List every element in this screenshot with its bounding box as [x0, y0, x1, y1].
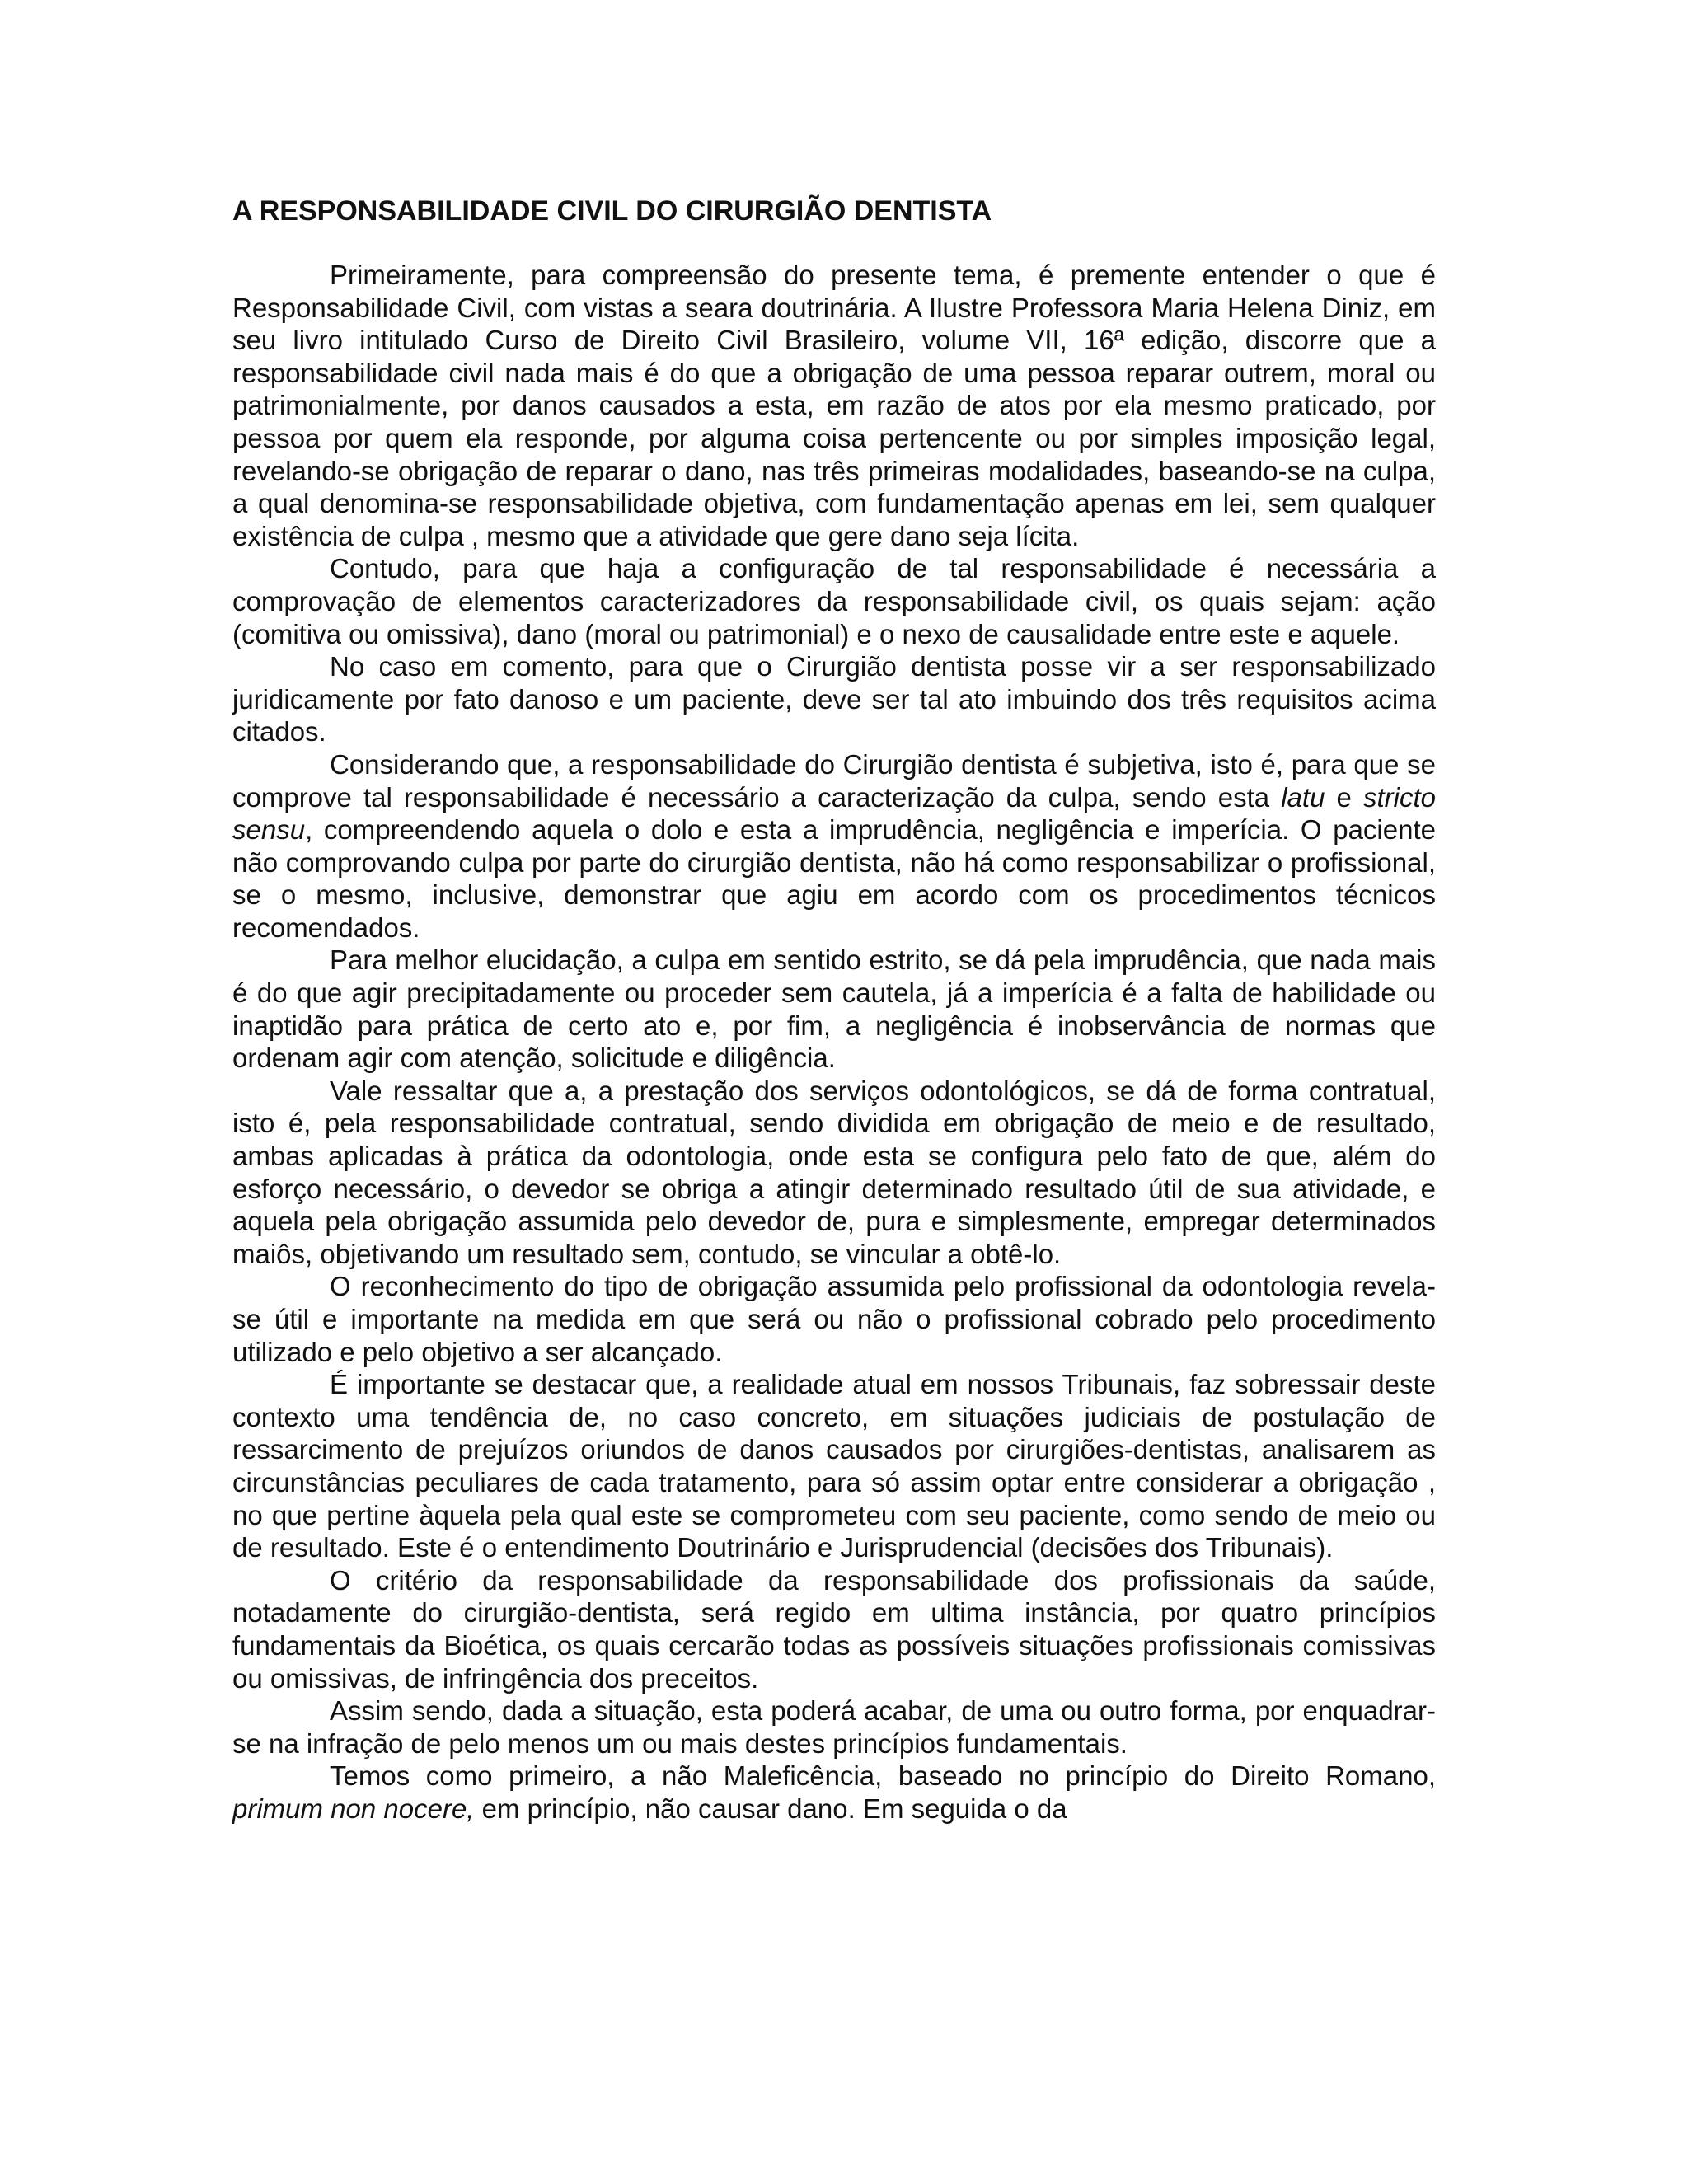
paragraph	[232, 1368, 1436, 1564]
italic-term: stricto sensu	[232, 781, 1436, 846]
paragraph	[232, 1075, 1436, 1271]
paragraph-text: em princípio, não causar dano. Em seguida o da	[474, 1793, 1067, 1824]
paragraph	[232, 944, 1436, 1074]
italic-term: primum non nocere,	[232, 1793, 475, 1824]
italic-term: latu	[1281, 781, 1325, 813]
paragraph-text: Assim sendo, dada a situação, esta poderá acabar, de uma ou outro forma, por enquadrar-se na infração de pelo menos um ou mais destes princípios fundamentais.	[232, 1695, 1436, 1759]
document-title: A RESPONSABILIDADE CIVIL DO CIRURGIÃO DENTISTA	[232, 195, 992, 227]
paragraph	[232, 1694, 1436, 1760]
paragraph-text: Para melhor elucidação, a culpa em sentido estrito, se dá pela imprudência, que nada mais é do que agir precipitadamente ou proceder sem cautela, já a imperícia é a falta de habilidade ou inaptidão para prática de certo ato e, por fim, a negligência é inobservância de normas que ordenam agir com atenção, solicitude e diligência.	[232, 944, 1436, 1074]
paragraph	[232, 259, 1436, 552]
paragraph	[232, 1760, 1436, 1825]
paragraph	[232, 552, 1436, 650]
paragraph-text: Considerando que, a responsabilidade do Cirurgião dentista é subjetiva, isto é, para que se comprove tal responsabilidade é necessário a caracterização da culpa, sendo esta	[232, 748, 1436, 813]
paragraph	[232, 1564, 1436, 1694]
paragraph-text: Temos como primeiro, a não Maleficência, baseado no princípio do Direito Romano,	[330, 1760, 1436, 1792]
paragraph	[232, 650, 1436, 748]
paragraph-text: É importante se destacar que, a realidade atual em nossos Tribunais, faz sobressair deste contexto uma tendência de, no caso concreto, em situações judiciais de postulação de ressarcimento de prejuízos oriundos de danos causados por cirurgiões-dentistas, analisarem as circunstâncias peculiares de cada tratamento, para só assim optar entre considerar a obrigação , no que pertine àquela pela qual este se comprometeu com seu paciente, como sendo de meio ou de resultado. Este é o entendimento Doutrinário e Jurisprudencial (decisões dos Tribunais).	[232, 1369, 1436, 1563]
paragraph-text: Primeiramente, para compreensão do presente tema, é premente entender o que é Responsabilidade Civil, com vistas a seara doutrinária. A Ilustre Professora Maria Helena Diniz, em seu livro intitulado Curso de Direito Civil Brasileiro, volume VII, 16ª edição, discorre que a responsabilidade civil nada mais é do que a obrigação de uma pessoa reparar outrem, moral ou patrimonialmente, por danos causados a esta, em razão de atos por ela mesmo praticado, por pessoa por quem ela responde, por alguma coisa pertencente ou por simples imposição legal, revelando-se obrigação de reparar o dano, nas três primeiras modalidades, baseando-se na culpa, a qual denomina-se responsabilidade objetiva, com fundamentação apenas em lei, sem qualquer existência de culpa , mesmo que a atividade que gere dano seja lícita.	[232, 260, 1436, 551]
paragraph-text: Contudo, para que haja a configuração de tal responsabilidade é necessária a comprovação de elementos caracterizadores da responsabilidade civil, os quais sejam: ação (comitiva ou omissiva), dano (moral ou patrimonial) e o nexo de causalidade entre este e aquele.	[232, 553, 1436, 649]
paragraph-text: e	[1325, 781, 1363, 813]
paragraph-text: O reconhecimento do tipo de obrigação assumida pelo profissional da odontologia revela-se útil e importante na medida em que será ou não o profissional cobrado pelo procedimento utilizado e pelo objetivo a ser alcançado.	[232, 1271, 1436, 1367]
paragraph-text: O critério da responsabilidade da responsabilidade dos profissionais da saúde, notadamente do cirurgião-dentista, será regido em ultima instância, por quatro princípios fundamentais da Bioética, os quais cercarão todas as possíveis situações profissionais comissivas ou omissivas, de infringência dos preceitos.	[232, 1564, 1436, 1694]
paragraph-text: Vale ressaltar que a, a prestação dos serviços odontológicos, se dá de forma contratual, isto é, pela responsabilidade contratual, sendo dividida em obrigação de meio e de resultado, ambas aplicadas à prática da odontologia, onde esta se configura pelo fato de que, além do esforço necessário, o devedor se obriga a atingir determinado resultado útil de sua atividade, e aquela pela obrigação assumida pelo devedor de, pura e simplesmente, empregar determinados maiôs, objetivando um resultado sem, contudo, se vincular a obtê-lo.	[232, 1075, 1436, 1269]
paragraph-text: No caso em comento, para que o Cirurgião dentista posse vir a ser responsabilizado juridicamente por fato danoso e um paciente, deve ser tal ato imbuindo dos três requisitos acima citados.	[232, 651, 1436, 748]
paragraph-text: , compreendendo aquela o dolo e esta a imprudência, negligência e imperícia. O paciente não comprovando culpa por parte do cirurgião dentista, não há como responsabilizar o profissional, se o mesmo, inclusive, demonstrar que agiu em acordo com os procedimentos técnicos recomendados.	[232, 814, 1436, 943]
paragraph	[232, 1270, 1436, 1368]
paragraph	[232, 748, 1436, 944]
document-page	[232, 194, 1436, 1825]
